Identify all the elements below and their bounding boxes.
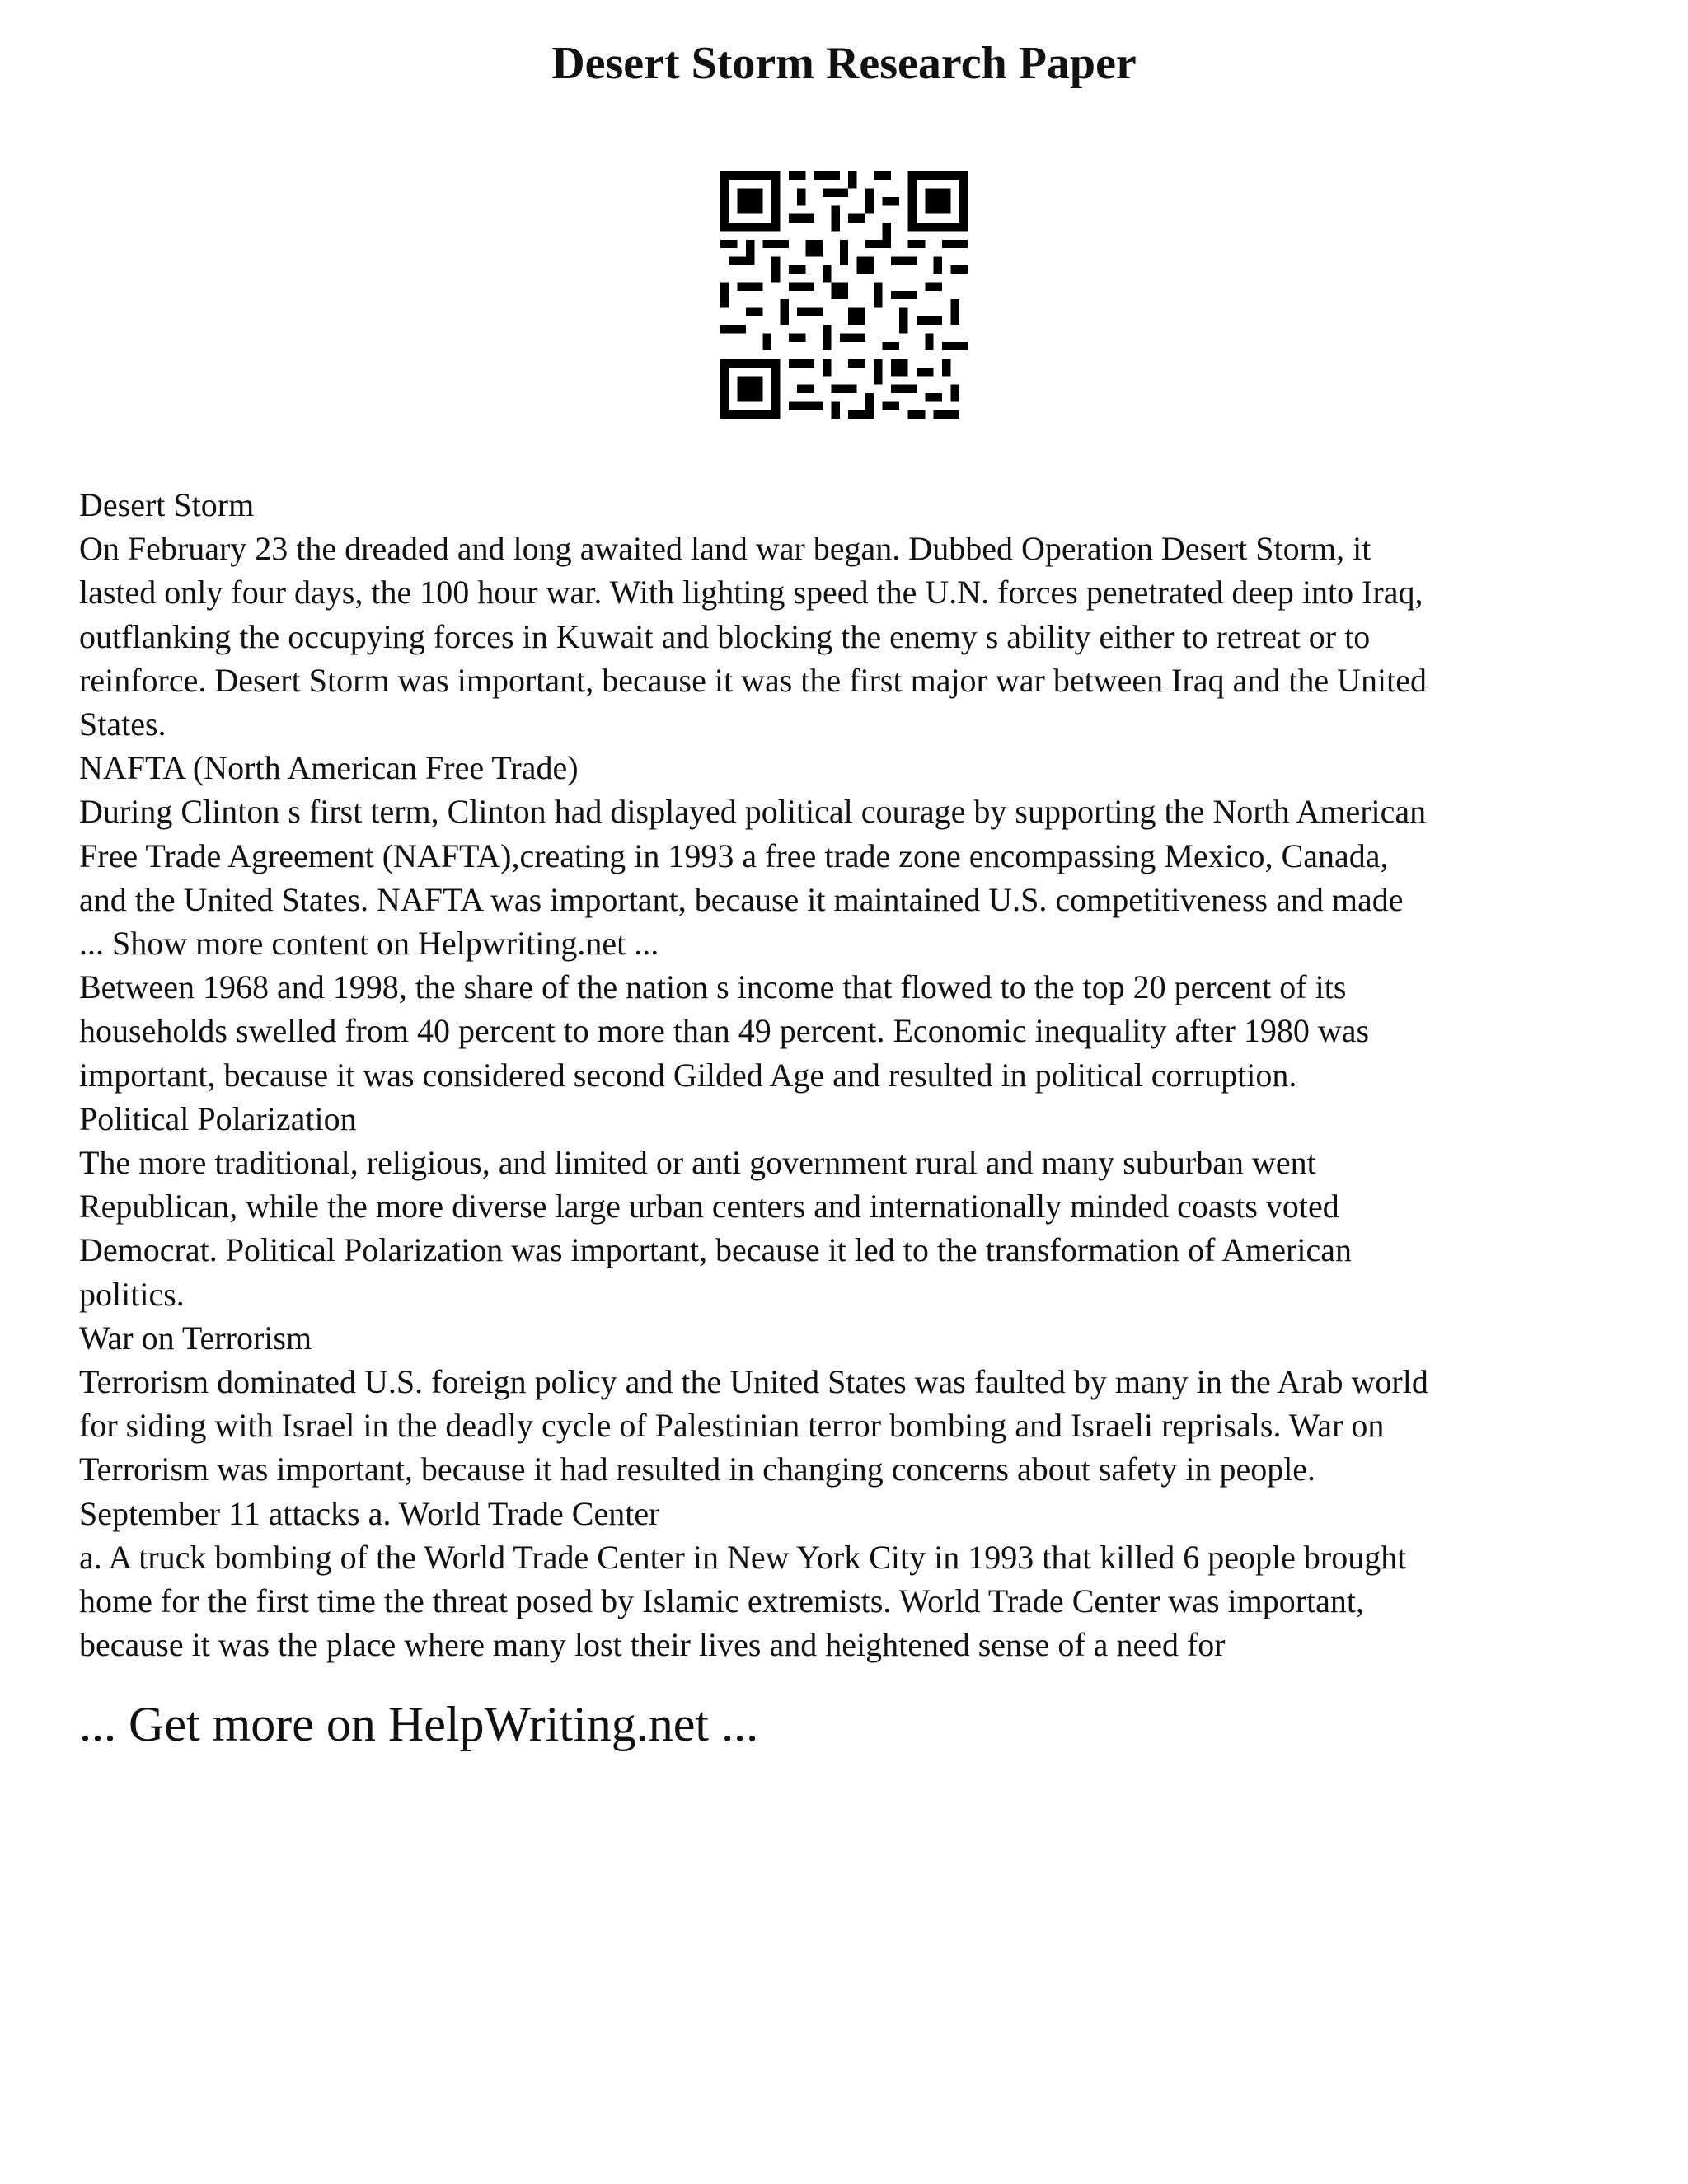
paragraph-line: politics. — [79, 1275, 185, 1313]
section-heading-war-on-terrorism: War on Terrorism — [79, 1319, 312, 1357]
paragraph-line: The more traditional, religious, and limited or anti government rural and many suburban went — [79, 1144, 1316, 1182]
paragraph-line: outflanking the occupying forces in Kuwait and blocking the enemy s ability either to retreat or to — [79, 617, 1371, 655]
paragraph-line: During Clinton s first term, Clinton had displayed political courage by supporting the North American — [79, 793, 1427, 831]
paragraph-line: Democrat. Political Polarization was important, because it led to the transformation of American — [79, 1231, 1352, 1269]
qr-code — [720, 171, 968, 419]
paragraph-line: Terrorism dominated U.S. foreign policy and the United States was faulted by many in the Arab world — [79, 1363, 1428, 1401]
paragraph-line: important, because it was considered second Gilded Age and resulted in political corruption. — [79, 1056, 1297, 1094]
paragraph-line: a. A truck bombing of the World Trade Center in New York City in 1993 that killed 6 people brought — [79, 1538, 1407, 1576]
section-heading-desert-storm: Desert Storm — [79, 486, 255, 523]
paragraph-line: because it was the place where many lost their lives and heightened sense of a need for — [79, 1626, 1226, 1664]
paragraph-line: Free Trade Agreement (NAFTA),creating in 1993 a free trade zone encompassing Mexico, Canada, — [79, 837, 1389, 874]
get-more-link[interactable]: ... Get more on HelpWriting.net ... — [79, 1697, 759, 1751]
show-more-content-link[interactable]: ... Show more content on Helpwriting.net ... — [79, 925, 659, 963]
section-heading-political-polarization: Political Polarization — [79, 1099, 357, 1137]
paragraph-line: for siding with Israel in the deadly cycle of Palestinian terror bombing and Israeli reprisals. War on — [79, 1407, 1385, 1445]
qr-code-icon — [720, 171, 968, 419]
paragraph-line: and the United States. NAFTA was important, because it maintained U.S. competitiveness and made — [79, 880, 1404, 918]
paragraph-line: Between 1968 and 1998, the share of the nation s income that flowed to the top 20 percent of its — [79, 968, 1347, 1006]
paragraph-line: reinforce. Desert Storm was important, because it was the first major war between Iraq and the United — [79, 661, 1427, 699]
paragraph-line: households swelled from 40 percent to more than 49 percent. Economic inequality after 1980 was — [79, 1012, 1370, 1050]
paragraph-line: States. — [79, 705, 166, 743]
paragraph-line: lasted only four days, the 100 hour war. With lighting speed the U.N. forces penetrated deep into Iraq, — [79, 574, 1423, 612]
paragraph-line: home for the first time the threat posed by Islamic extremists. World Trade Center was important, — [79, 1582, 1365, 1620]
page-title: Desert Storm Research Paper — [551, 38, 1137, 89]
paragraph-line: Terrorism was important, because it had resulted in changing concerns about safety in people. — [79, 1451, 1316, 1488]
paragraph-line: On February 23 the dreaded and long awaited land war began. Dubbed Operation Desert Storm, it — [79, 530, 1372, 568]
article-body — [79, 483, 1629, 1666]
paragraph-line: Republican, while the more diverse large urban centers and internationally minded coasts voted — [79, 1188, 1339, 1226]
section-heading-nafta: NAFTA (North American Free Trade) — [79, 749, 579, 787]
section-heading-september-11: September 11 attacks a. World Trade Center — [79, 1494, 660, 1532]
